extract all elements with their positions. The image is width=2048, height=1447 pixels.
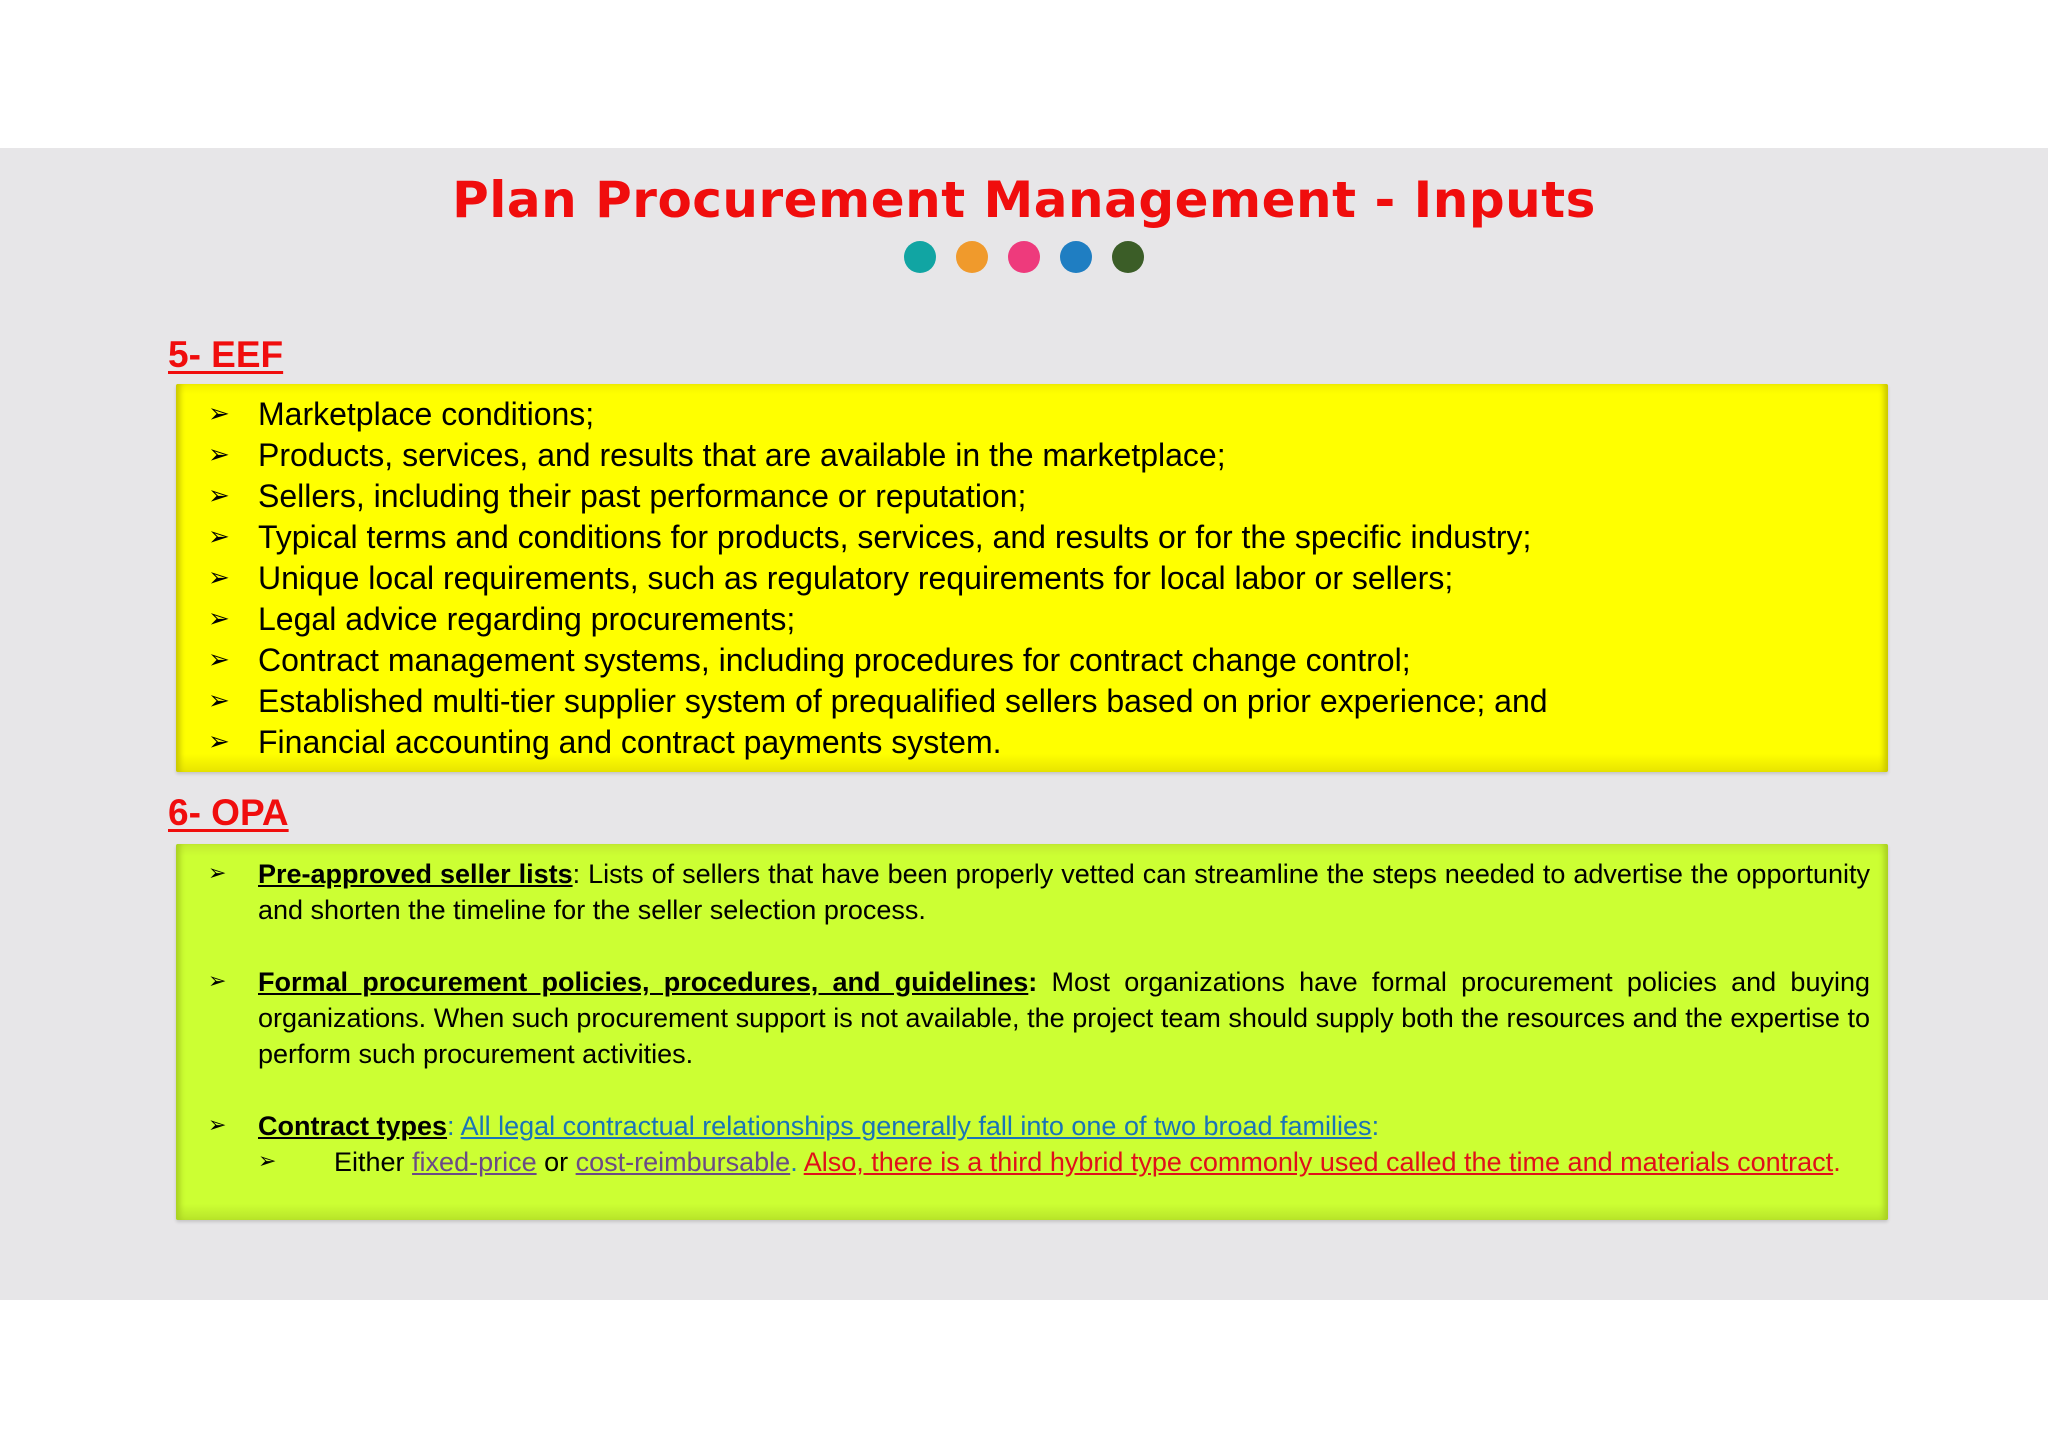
list-item: ➢ Unique local requirements, such as regulatory requirements for local labor or sellers;	[192, 558, 1868, 599]
list-item: ➢ Established multi-tier supplier system of prequalified sellers based on prior experience; and	[192, 681, 1868, 722]
arrow-bullet-icon: ➢	[208, 645, 230, 675]
time-and-materials-link[interactable]: Also, there is a third hybrid type commonly used called the time and materials contract	[803, 1147, 1834, 1177]
arrow-bullet-icon: ➢	[208, 969, 227, 994]
arrow-bullet-icon: ➢	[208, 399, 230, 429]
opa-item-text: Most organizations have formal procurement policies and buying organizations. When such procurement support is not available, the project team should supply both the resources and the expertise to perform such procurement activities.	[258, 967, 1870, 1069]
term-formal-procurement-policies: Formal procurement policies, procedures, and guidelines	[258, 967, 1029, 997]
opa-item-procurement-policies: ➢ Formal procurement policies, procedures, and guidelines: Most organizations have formal procurement policies and buying organizations. When such procurement support is not available, the project team should supply both the resources and the expertise to perform such procurement activities.	[192, 964, 1870, 1072]
slide	[0, 148, 2048, 1300]
contract-types-sub-item: ➢ Either fixed-price or cost-reimbursable. Also, there is a third hybrid type commonly used called the time and materials contract.	[258, 1144, 1870, 1180]
orange-dot	[956, 241, 988, 273]
term-pre-approved-seller-lists: Pre-approved seller lists	[258, 859, 573, 889]
eef-list	[192, 394, 1868, 763]
arrow-bullet-icon: ➢	[208, 604, 230, 634]
list-item: ➢ Financial accounting and contract payments system.	[192, 722, 1868, 763]
list-item: ➢ Typical terms and conditions for products, services, and results or for the specific industry;	[192, 517, 1868, 558]
arrow-bullet-icon: ➢	[258, 1149, 277, 1174]
term-contract-types: Contract types	[258, 1111, 448, 1141]
list-item: ➢ Sellers, including their past performance or reputation;	[192, 476, 1868, 517]
blue-dot	[1060, 241, 1092, 273]
arrow-bullet-icon: ➢	[208, 1113, 227, 1138]
cost-reimbursable-link[interactable]: cost-reimbursable	[575, 1147, 791, 1177]
pink-dot	[1008, 241, 1040, 273]
green-dot	[1112, 241, 1144, 273]
opa-heading: 6- OPA	[168, 792, 289, 833]
arrow-bullet-icon: ➢	[208, 481, 230, 511]
opa-box	[176, 844, 1888, 1220]
eef-heading: 5- EEF	[168, 334, 284, 375]
arrow-bullet-icon: ➢	[208, 727, 230, 757]
arrow-bullet-icon: ➢	[208, 440, 230, 470]
arrow-bullet-icon: ➢	[208, 563, 230, 593]
list-item: ➢ Legal advice regarding procurements;	[192, 599, 1868, 640]
eef-box	[176, 384, 1888, 772]
list-item: ➢ Contract management systems, including procedures for contract change control;	[192, 640, 1868, 681]
slide-title: Plan Procurement Management - Inputs	[452, 171, 1596, 229]
teal-dot	[904, 241, 936, 273]
arrow-bullet-icon: ➢	[208, 861, 227, 886]
arrow-bullet-icon: ➢	[208, 522, 230, 552]
fixed-price-link[interactable]: fixed-price	[412, 1147, 537, 1177]
list-item: ➢ Marketplace conditions;	[192, 394, 1868, 435]
contract-families-link[interactable]: All legal contractual relationships generally fall into one of two broad families	[460, 1111, 1372, 1141]
decorative-dots	[0, 241, 2048, 273]
opa-item-text: : Lists of sellers that have been properly vetted can streamline the steps needed to advertise the opportunity and shorten the timeline for the seller selection process.	[258, 859, 1871, 925]
arrow-bullet-icon: ➢	[208, 686, 230, 716]
opa-item-contract-types: ➢ Contract types: All legal contractual relationships generally fall into one of two broad families: ➢ Either fixed-price or cost-reimbursable. Also, there is a third hybrid type commonly used called the time and materials contract.	[192, 1108, 1870, 1180]
opa-item-seller-lists	[192, 856, 1870, 928]
list-item: ➢ Products, services, and results that are available in the marketplace;	[192, 435, 1868, 476]
